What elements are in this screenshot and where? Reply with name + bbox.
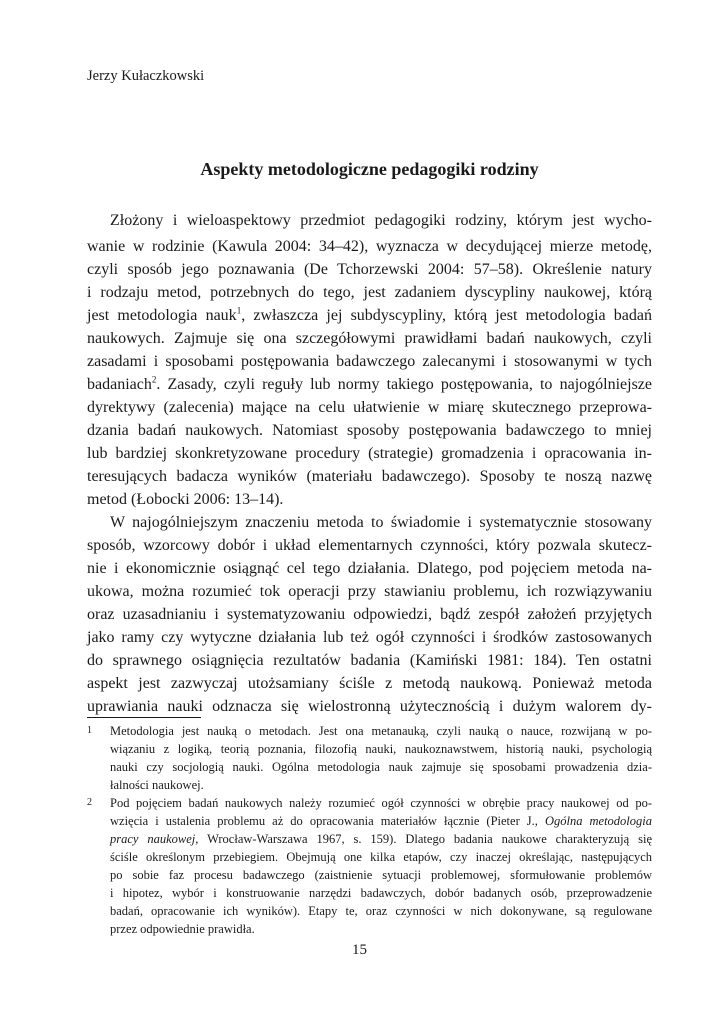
footnote-2-line: ściśle określonym przebiegiem. Obejmują one kilka etapów, czy inaczej określając, następujących [110, 850, 652, 864]
body-line: aspekt jest zazwyczaj utożsamiany ściśle z metodą naukową. Ponieważ metoda [87, 675, 652, 692]
body-line: uprawiania nauki odznacza się wielostronną użytecznością i dużym walorem dy- [87, 698, 652, 715]
footnote-2-line: pracy naukowej, Wrocław-Warszawa 1967, s. 159). Dlatego badania naukowe charakteryzują się [110, 832, 652, 846]
body-line: Złożony i wieloaspektowy przedmiot pedagogiki rodziny, którym jest wycho- [110, 212, 652, 229]
footnote-1-line: łalności naukowej. [110, 778, 204, 792]
footnote-ref-2: 2 [151, 374, 157, 385]
footnote-2-line: Pod pojęciem badań naukowych należy rozumieć ogół czynności w obrębie pracy naukowej od po- [110, 796, 652, 810]
body-line: teresujących badacza wyników (materiału badawczego). Sposoby te noszą nazwę [87, 468, 652, 485]
body-line: dyrektywy (zalecenia) mające na celu ułatwienie w miarę skutecznego przeprowa- [87, 399, 652, 416]
body-line: nie i ekonomicznie osiągnąć cel tego działania. Dlatego, pod pojęciem metoda na- [87, 560, 652, 577]
body-line: jako ramy czy wytyczne działania lub też ogół czynności i środków zastosowanych [87, 629, 652, 646]
footnote-2-line: badań, opracowanie ich wyników). Etapy te, oraz czynności w nich dokonywane, są regulowane [110, 904, 652, 918]
page-number: 15 [352, 942, 367, 958]
footnote-1-line: nauki czy socjologią nauki. Ogólna metodologia nauk zajmuje się sposobami prowadzenia dzia- [110, 760, 652, 774]
body-line: i rodzaju metod, potrzebnych do tego, jest zadaniem dyscypliny naukowej, którą [87, 284, 652, 301]
footnote-ref-1: 1 [236, 305, 242, 316]
footnote-2-line: wzięcia i ustalenia problemu aż do opracowania materiałów łącznie (Pieter J., Ogólna metodologia [110, 814, 652, 828]
footnote-2-line: przez odpowiednie prawidła. [110, 922, 255, 936]
body-line: dzania badań naukowych. Natomiast sposoby postępowania badawczego to mniej [87, 422, 652, 439]
footnote-separator [87, 717, 201, 718]
footnote-2-line: i hipotez, wybór i konstruowanie narzędzi badawczych, dobór badanych osób, przeprowadzenie [110, 886, 652, 900]
footnote-number-2: 2 [87, 797, 92, 808]
cited-work-title: pracy naukowej, [110, 832, 199, 846]
body-line: do sprawnego osiągnięcia rezultatów badania (Kamiński 1981: 184). Ten ostatni [87, 652, 652, 669]
footnote-1-line: Metodologia jest nauką o metodach. Jest ona metanauką, czyli nauką o nauce, rozwijaną w po- [110, 724, 652, 738]
footnote-1-line: wiązaniu z logiką, teorią poznania, filozofią nauki, naukoznawstwem, historią nauki, psychologią [110, 742, 652, 756]
body-line: sposób, wzorcowy dobór i układ elementarnych czynności, który pozwala skutecz- [87, 537, 652, 554]
body-line: W najogólniejszym znaczeniu metoda to świadomie i systematycznie stosowany [110, 514, 652, 531]
footnote-2-line: po sobie faz procesu badawczego (zaistnienie sytuacji problemowej, sformułowanie problemów [110, 868, 652, 882]
body-line: oraz uzasadnianiu i systematyzowaniu odpowiedzi, bądź zespół założeń przyjętych [87, 606, 652, 623]
body-line: badaniach$^2$. Zasady, czyli reguły lub normy takiego postępowania, to najogólniejsze [87, 374, 652, 393]
body-line: metod (Łobocki 2006: 13–14). [87, 491, 284, 508]
body-line: wanie w rodzinie (Kawula 2004: 34–42), wyznacza w decydującej mierze metodę, [87, 238, 652, 255]
body-line: czyli sposób jego poznawania (De Tchorzewski 2004: 57–58). Określenie natury [87, 261, 652, 278]
article-title: Aspekty metodologiczne pedagogiki rodziny [200, 159, 539, 179]
body-line: naukowych. Zajmuje się ona szczegółowymi prawidłami badań naukowych, czyli [87, 330, 652, 347]
footnote-number-1: 1 [87, 725, 92, 736]
running-head-author: Jerzy Kułaczkowski [87, 68, 205, 84]
body-line: jest metodologia nauk$^1$, zwłaszcza jej subdyscypliny, którą jest metodologia badań [87, 305, 653, 324]
body-line: zasadami i sposobami postępowania badawczego zalecanymi i stosowanymi w tych [87, 353, 652, 370]
body-line: lub bardziej skonkretyzowane procedury (strategie) gromadzenia i opracowania in- [87, 445, 652, 462]
body-line: ukowa, można rozumieć tok operacji przy stawianiu problemu, ich rozwiązywaniu [87, 583, 652, 600]
cited-work-title: Ogólna metodologia [544, 814, 652, 828]
